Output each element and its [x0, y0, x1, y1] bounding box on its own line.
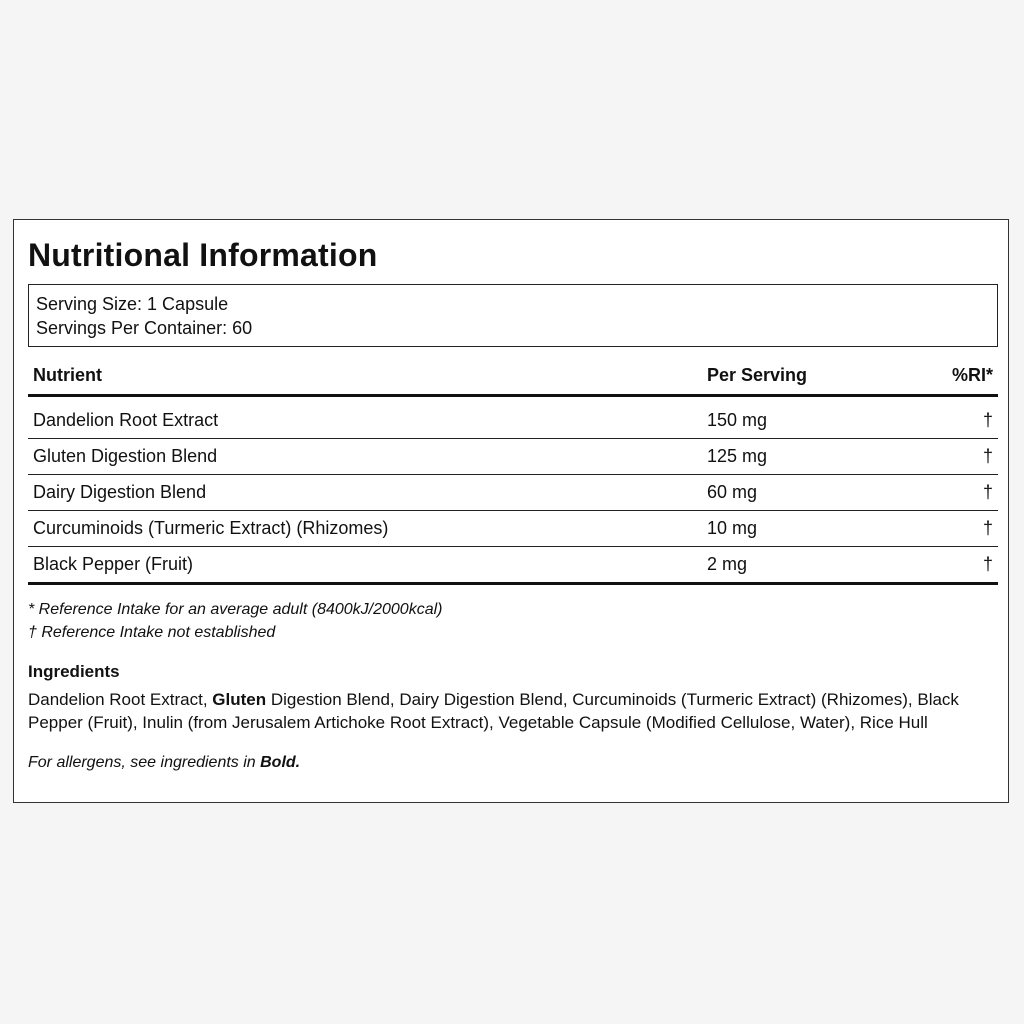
- nutrient-ri: †: [982, 446, 993, 466]
- ingredients-allergen: Gluten: [212, 690, 267, 709]
- nutrient-amount: 2 mg: [707, 554, 748, 574]
- table-row: [28, 475, 998, 511]
- nutrient-amount: 150 mg: [707, 410, 768, 430]
- nutrient-name: Dandelion Root Extract: [33, 410, 219, 430]
- nutrient-amount: 10 mg: [707, 518, 758, 538]
- table-header-row: [28, 361, 998, 397]
- nutrient-name: Dairy Digestion Blend: [33, 482, 207, 502]
- ingredients-part-2: Digestion Blend, Dairy Digestion Blend, Curcuminoids (Turmeric Extract) (Rhizomes), Black Pepper (Fruit), Inulin (from Jerusalem Artichoke Root Extract), Vegetable Capsule (Modified Cellulose, Water), Rice Hull: [28, 690, 959, 732]
- nutrient-ri: †: [982, 518, 993, 538]
- nutrient-name: Gluten Digestion Blend: [33, 446, 218, 466]
- allergen-note: [28, 752, 300, 774]
- nutrient-ri: †: [982, 410, 993, 430]
- nutrient-name: Curcuminoids (Turmeric Extract) (Rhizomes): [33, 518, 389, 538]
- ingredients-part-1: Dandelion Root Extract,: [28, 690, 213, 709]
- header-nutrient: Nutrient: [33, 365, 102, 385]
- panel-title: Nutritional Information: [28, 237, 378, 273]
- ingredients-heading: Ingredients: [28, 662, 120, 681]
- footnotes: [28, 598, 442, 644]
- nutrition-table: [28, 361, 998, 585]
- table-row: [28, 547, 998, 585]
- table-row: [28, 511, 998, 547]
- footnote-not-established: † Reference Intake not established: [28, 624, 276, 641]
- nutrition-panel: [13, 219, 1009, 803]
- footnote-reference-intake: * Reference Intake for an average adult (8400kJ/2000kcal): [28, 601, 443, 618]
- servings-per-container: Servings Per Container: 60: [36, 318, 253, 338]
- nutrient-amount: 60 mg: [707, 482, 758, 502]
- nutrient-ri: †: [982, 554, 993, 574]
- nutrient-ri: †: [982, 482, 993, 502]
- table-row: [28, 403, 998, 439]
- nutrient-name: Black Pepper (Fruit): [33, 554, 194, 574]
- header-per-serving: Per Serving: [707, 365, 808, 385]
- serving-info-box: [28, 284, 998, 347]
- table-row: [28, 439, 998, 475]
- allergen-note-prefix: For allergens, see ingredients in: [28, 754, 261, 771]
- header-ri: %RI*: [951, 365, 993, 385]
- nutrient-amount: 125 mg: [707, 446, 768, 466]
- serving-size: Serving Size: 1 Capsule: [36, 294, 229, 314]
- ingredients-list: [28, 688, 994, 734]
- allergen-note-bold: Bold.: [260, 754, 301, 771]
